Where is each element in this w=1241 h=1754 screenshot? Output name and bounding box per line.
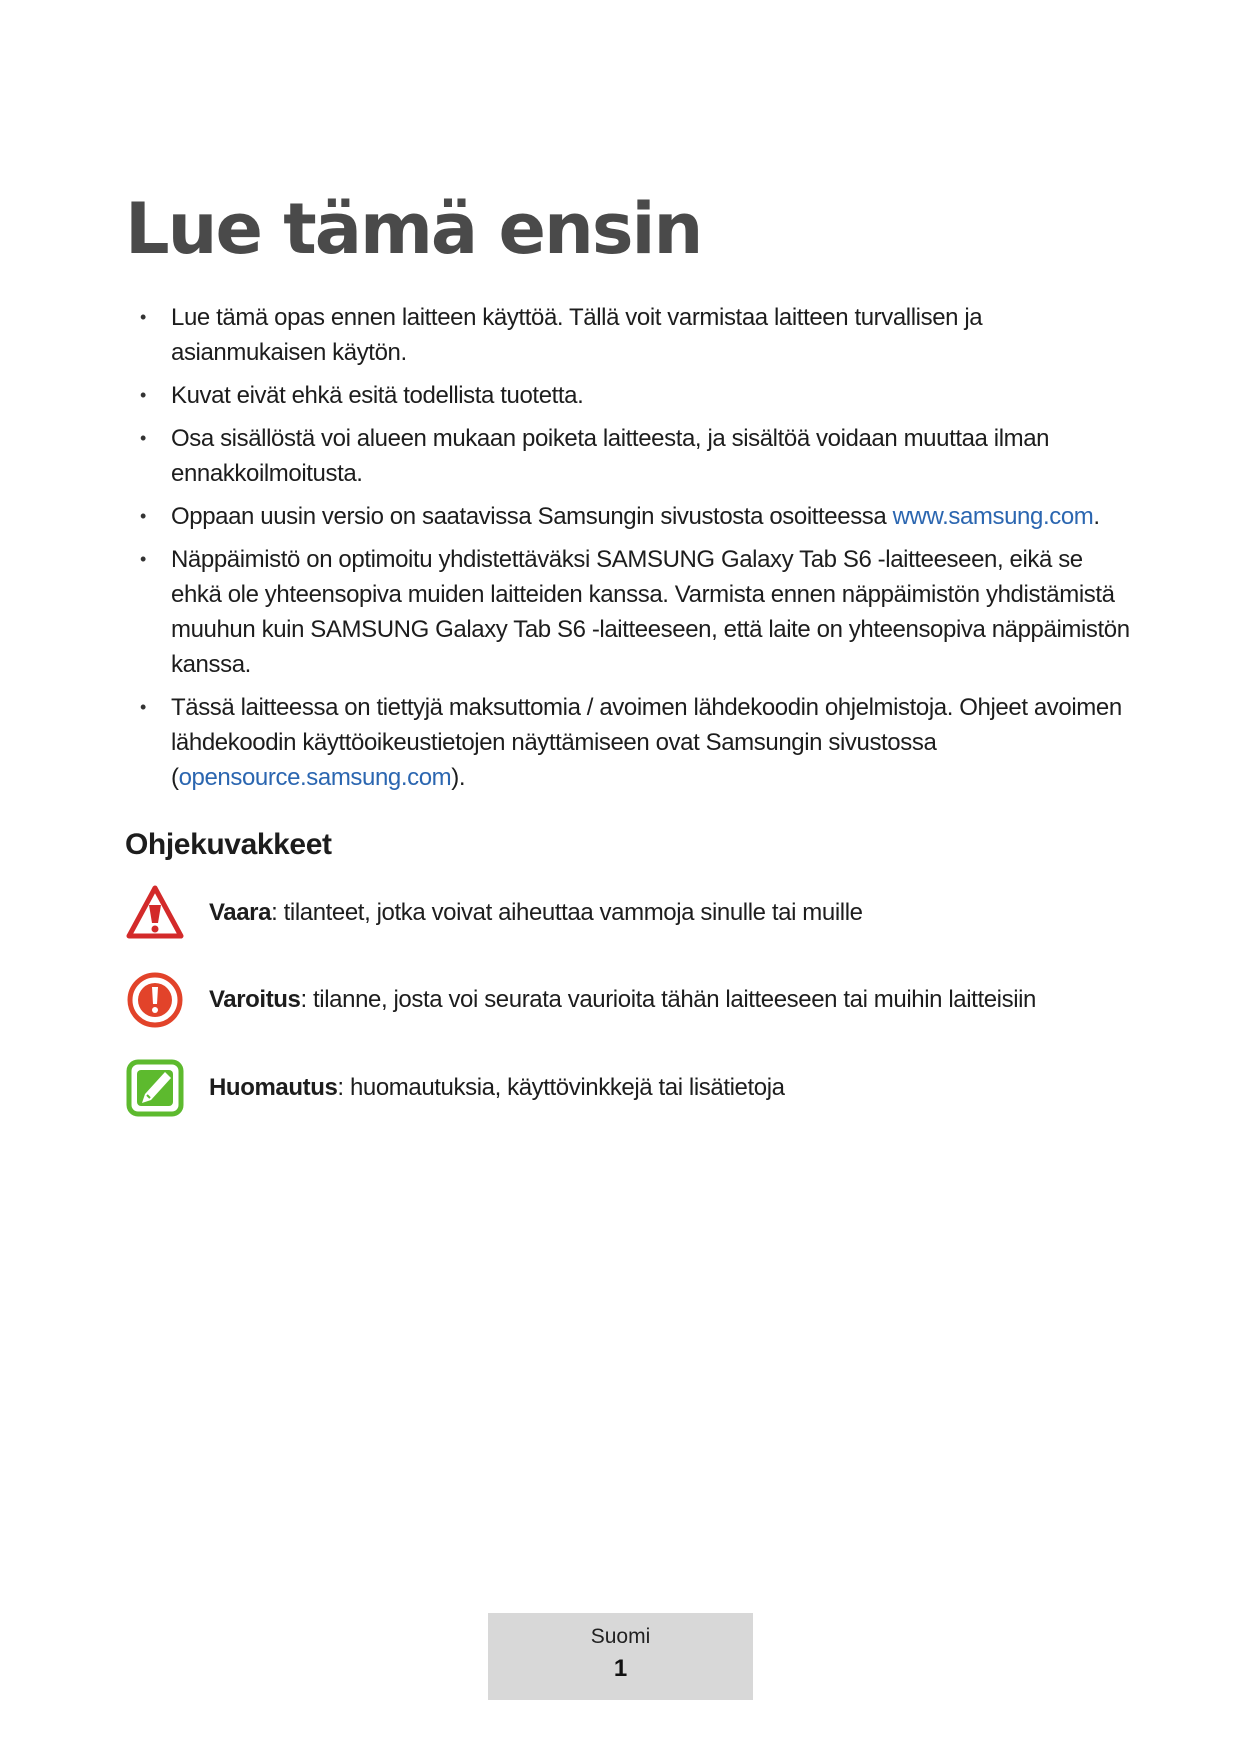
bullet-text: . xyxy=(1093,503,1100,530)
legend-text xyxy=(209,899,863,927)
page-number: 1 xyxy=(613,1655,628,1682)
legend-text xyxy=(209,986,1036,1014)
legend-description: : huomautuksia, käyttövinkkejä tai lisätietoja xyxy=(337,1074,785,1101)
caution-circle-icon xyxy=(125,970,185,1030)
bullet-text: Näppäimistö on optimoitu yhdistettäväksi SAMSUNG Galaxy Tab S6 -laitteeseen, eikä se ehkä ole yhteensopiva muiden laitteiden kanssa. Varmista ennen näppäimistön yhdistämistä muuhun kuin SAMSUNG Galaxy Tab S6 -laitteeseen, että laite on yhteensopiva näppäimistön kanssa. xyxy=(171,546,1130,678)
bullet-text: ). xyxy=(451,764,466,791)
footer-language: Suomi xyxy=(590,1625,651,1648)
bullet-item xyxy=(140,300,1130,370)
legend-label: Vaara xyxy=(209,899,272,926)
icon-legend-row-danger xyxy=(125,883,1125,943)
legend-label: Huomautus xyxy=(209,1074,338,1101)
legend-label: Varoitus xyxy=(209,986,301,1013)
warning-triangle-icon xyxy=(125,883,185,943)
icon-legend-row-note xyxy=(125,1058,1125,1118)
bullet-text: Kuvat eivät ehkä esitä todellista tuotetta. xyxy=(171,382,584,409)
intro-bullet-list xyxy=(140,300,1130,803)
samsung-website-link[interactable]: www.samsung.com xyxy=(892,503,1094,530)
bullet-item xyxy=(140,378,1130,413)
page-title: Lue tämä ensin xyxy=(125,188,702,270)
bullet-text: Lue tämä opas ennen laitteen käyttöä. Tällä voit varmistaa laitteen turvallisen ja asianmukaisen käytön. xyxy=(171,304,983,366)
bullet-item xyxy=(140,690,1130,795)
opensource-website-link[interactable]: opensource.samsung.com xyxy=(178,764,452,791)
bullet-item xyxy=(140,542,1130,682)
icons-section-heading: Ohjekuvakkeet xyxy=(125,828,332,861)
legend-description: : tilanne, josta voi seurata vaurioita tähän laitteeseen tai muihin laitteisiin xyxy=(300,986,1037,1013)
bullet-text: Osa sisällöstä voi alueen mukaan poiketa laitteesta, ja sisältöä voidaan muuttaa ilman ennakkoilmoitusta. xyxy=(171,425,1050,487)
note-pencil-icon xyxy=(125,1058,185,1118)
bullet-item xyxy=(140,421,1130,491)
page-footer xyxy=(488,1613,753,1700)
icon-legend-row-caution xyxy=(125,970,1125,1030)
bullet-item xyxy=(140,499,1130,534)
bullet-text: Oppaan uusin versio on saatavissa Samsungin sivustosta osoitteessa xyxy=(171,503,893,530)
legend-description: : tilanteet, jotka voivat aiheuttaa vammoja sinulle tai muille xyxy=(271,899,863,926)
bullet-text: Tässä laitteessa on tiettyjä maksuttomia / avoimen lähdekoodin ohjelmistoja. Ohjeet avoimen lähdekoodin käyttöoikeustietojen näyttämiseen ovat Samsungin sivustossa ( xyxy=(171,694,1122,791)
legend-text xyxy=(209,1074,785,1102)
